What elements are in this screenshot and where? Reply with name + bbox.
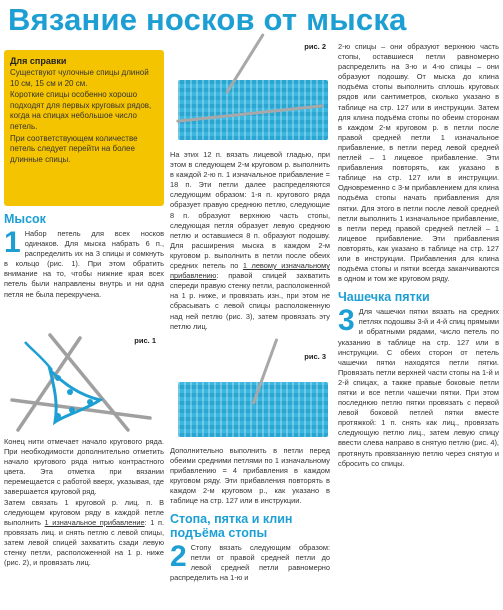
step-2-text [170,539,330,583]
note-paragraph: При соответствующем количестве петель следует перейти на более длинные спицы. [10,133,138,164]
step-number: 1 [4,226,21,259]
section-heading-foot: Стопа, пятка и клин подъёма стопы [170,511,293,540]
note-heading: Для справки [10,56,67,66]
column-2-cont [170,446,330,583]
column-1-cont [4,437,164,568]
text: На этих 12 п. вязать лицевой гладью, при этом в следующем 2-м круговом р. выполнить в каждой 2-ю п. 1 изначальное прибавление = 18 п. Эти петли далее распределяются следующим образом: 1-я п. кругового ряда образует правую среднюю петлю, следующие 8 п. образуют верхнюю часть стопы, следующая петля образует левую среднюю петлю и оставшиеся 8 п. образуют подошву. Для расширения мыска в каждом 2-м круговом р. выполнить в петли после обеих средних петель по [170,150,330,271]
text: : 1 п. провязать лиц. и снять петлю с левой спицы, затем левой спицей захватить сзади левую стенку петли, расположенной на 1 р. ниже (рис. 2), и провязать лиц. [4,517,165,568]
paragraph: Дополнительно выполнить в петли перед обеими средними петлями по 1 изначальному прибавлению = 4 прибавления в каждом круговом ряду. Эти прибавления повторять в каждом 2-м круговом р., как указано в таблице на стр. 127 или в инструкции. [170,446,330,506]
section-heading-toe: Мысок [4,212,46,226]
figure-1-label: рис. 1 [134,336,156,345]
note-paragraph: Существуют чулочные спицы длиной 10 см, 15 см и 20 см. [10,68,149,88]
reference-note [4,50,164,206]
step-1-body: Набор петель для всех носков одинаков. Для мыска набрать 6 п., распределить их на 3 спицы и сомкнуть в кольцо (рис. 1). При этом обратить внимание на то, чтобы нижние края всех петель были направлены внутрь и ни одна петля не была перекручена. [4,229,164,299]
figure-3 [170,352,330,442]
section-heading-heel: Чашечка пятки [338,290,430,305]
paragraph: 2-ю спицы – они образуют верхнюю часть стопы, оставшиеся петли равномерно распределить на 3-ю и 4-ю спицы – они образуют подошву. От мыска до клина подъёма стопы выполнить сплошь круговых рядов или сантиметров, сколько указано в таблице на стр. 127 или в инструкции. Затем для клина подъёма стопы по обеим сторонам в каждом 2-м круговом р. в петли после правой средней петли 1 изначальное прибавление, в петли перед левой средней петлей – 1 лицевое прибавление. Эти прибавления повторять, как указано в таблице на стр. 127 или в инструкции. Одновременно с 3-м прибавлением для клина подъёма стопы начать прибавления для пятки. Для этого в петли после левой средней петли выполнить 1 изначальное прибавление, в петли перед правой средней петлей – 1 лицевое прибавление. Эти прибавления повторять, как указано в таблице на стр. 127 или в инструкции. Прибавления для клина подъёма стопы и пятки всегда заканчиваются в одном и том же круговом ряду. [338,42,499,284]
figure-2 [170,42,330,147]
step-1-text [4,226,164,300]
column-1 [4,212,164,300]
note-paragraph: Короткие спицы особенно хорошо подходят для первых круговых рядов, когда на спицах небольшое число петель. [10,90,152,131]
text: : правой спицей захватить спереди правую стенку петли, расположенной на 1 р. ниже, и провязать изн., при этом не сбрасывать с левой спицы расположенную над ней петлю (рис. 3), затем провязать эту петлю лиц. [170,271,330,331]
underlined-term: 1 изначальное прибавление [44,517,145,527]
column-2 [170,150,330,332]
step-number: 3 [338,304,355,338]
column-3 [338,42,499,469]
paragraph [170,150,330,332]
step-number: 2 [170,539,187,573]
page-title: Вязание носков от мыска [8,2,407,37]
figure-2-label: рис. 2 [304,42,326,51]
step-2-body: Стопу вязать следующим образом: петли от правой средней петли до левой средней петли равномерно распределить на 1-ю и [170,542,330,582]
paragraph [4,498,164,569]
figure-3-label: рис. 3 [304,352,326,361]
step-3-text [338,304,499,469]
paragraph: Конец нити отмечает начало кругового ряда. При необходимости дополнительно отметить начало кругового ряда нитью контрастного цвета. Эта отметка при вязании перемещается с работой вверх, указывая, где завершается круговой ряд. [4,437,164,497]
underlined-term: 1 левому изначальному прибавлению [170,261,330,281]
knit-swatch [178,382,328,437]
knit-swatch [178,80,328,140]
text: Затем связать 1 круговой р. лиц. п. В следующем круговом ряду в каждой петле выполнить [4,497,164,527]
needles-illustration [10,330,160,435]
figure-1 [10,330,160,435]
step-3-body: Для чашечки пятки вязать на средних петлях подошвы 3-й и 4-й спиц прямыми и обратными рядами, число петель по указанию в таблице на стр. 127 или в инструкции. С обеих сторон от петель чашечки пятки находятся петли пятки. Провязать петли верхней части стопы на 1-й и 2-й спицах, а также правые боковые петли пятки и все петли чашечки пятки. При этом последнюю петлю пятки провязать с первой левой боковой петлей пятки вместе протяжкой: 1 п. снять как лиц., провязать следующую петлю лиц., затем левую спицу ввести слева направо в снятую петлю (рис. 4), протянуть провязанную петлю через снятую и сбросить со спицы. [338,307,499,468]
